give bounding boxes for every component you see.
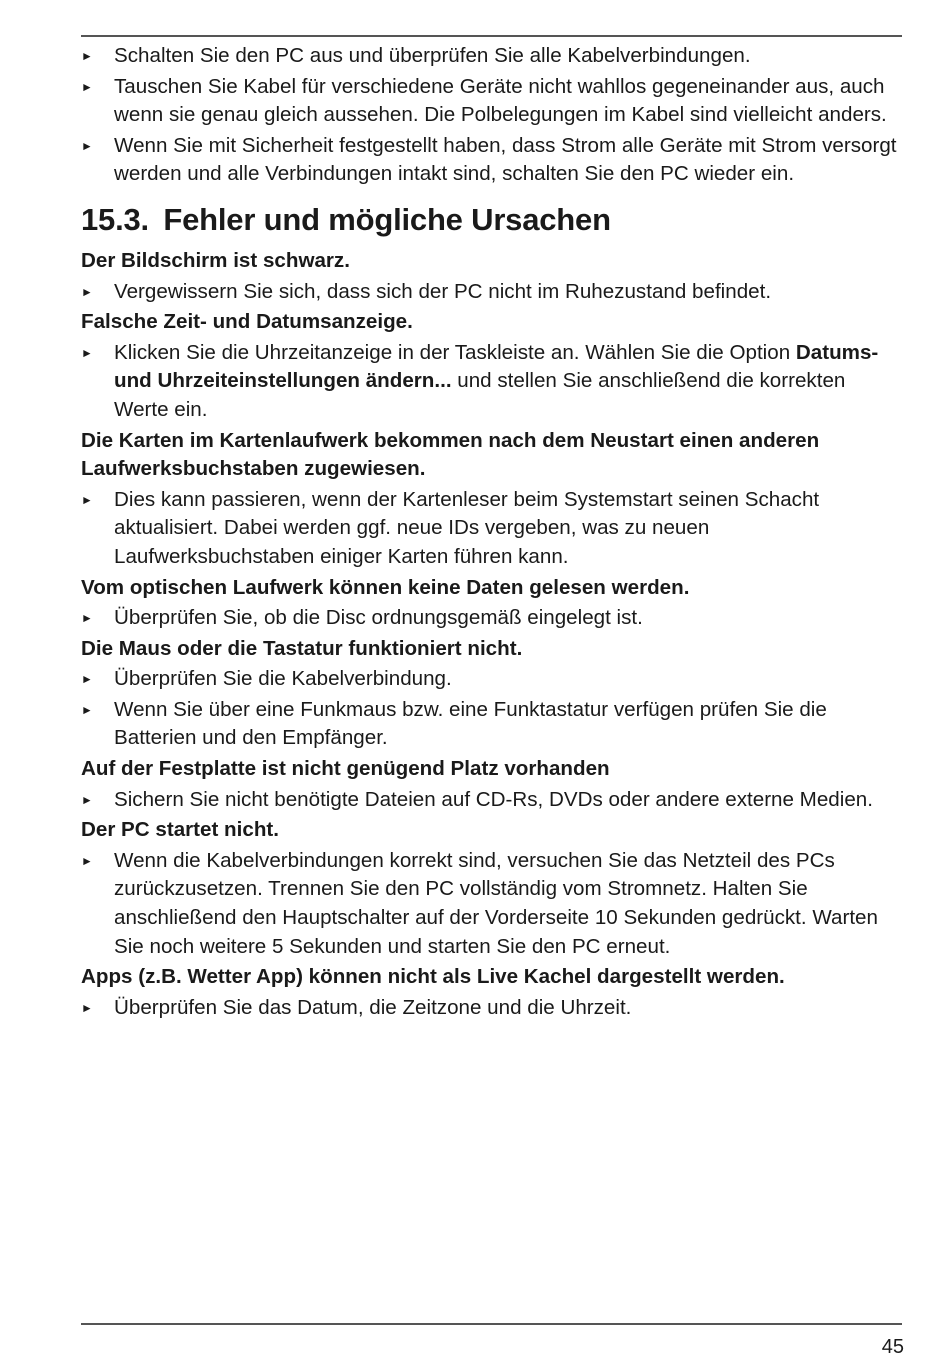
- list-item: [81, 486, 902, 572]
- section-number: 15.3.: [81, 201, 149, 237]
- list-item: [81, 665, 902, 694]
- arrow-bullet-icon: ►: [81, 702, 93, 717]
- bullet-text: Wenn Sie mit Sicherheit festgestellt haben, dass Strom alle Geräte mit Strom versorgt werden und alle Verbindungen intakt sind, schalten Sie den PC wieder ein.: [114, 133, 897, 186]
- page-content: [81, 42, 902, 1024]
- bullet-text: Überprüfen Sie die Kabelverbindung.: [114, 667, 452, 691]
- bullet-text: Vergewissern Sie sich, dass sich der PC nicht im Ruhezustand befindet.: [114, 279, 772, 303]
- issue-heading: Falsche Zeit- und Datumsanzeige.: [81, 310, 413, 334]
- bullet-text: Tauschen Sie Kabel für verschiedene Geräte nicht wahllos gegeneinander aus, auch wenn sie genau gleich aussehen. Die Polbelegungen im Kabel sind vielleicht anders.: [114, 74, 887, 127]
- list-item: [81, 42, 902, 71]
- option-name: Datums- und Uhrzeiteinstellungen ändern...: [114, 340, 879, 393]
- bullet-text-part: und stellen Sie anschließend die korrekten Werte ein.: [114, 369, 846, 421]
- issue-heading: Die Karten im Kartenlaufwerk bekommen nach dem Neustart einen anderen Laufwerksbuchstaben zugewiesen.: [81, 428, 820, 481]
- list-item: [81, 339, 902, 425]
- arrow-bullet-icon: ►: [81, 284, 93, 299]
- arrow-bullet-icon: ►: [81, 138, 93, 153]
- list-item: [81, 278, 902, 307]
- issue-heading: Vom optischen Laufwerk können keine Daten gelesen werden.: [81, 575, 690, 599]
- bullet-text: Dies kann passieren, wenn der Kartenleser beim Systemstart seinen Schacht aktualisiert. Dabei werden ggf. neue IDs vergeben, was zu neuen Laufwerksbuchstaben einiger Karten führen kann.: [114, 487, 820, 568]
- arrow-bullet-icon: ►: [81, 49, 93, 63]
- issue-heading: Apps (z.B. Wetter App) können nicht als Live Kachel dargestellt werden.: [81, 965, 785, 989]
- issue-heading: Der PC startet nicht.: [81, 818, 279, 842]
- bullet-text: Sichern Sie nicht benötigte Dateien auf CD-Rs, DVDs oder andere externe Medien.: [114, 787, 873, 811]
- bullet-text: Überprüfen Sie das Datum, die Zeitzone und die Uhrzeit.: [114, 995, 632, 1019]
- list-item: [81, 132, 902, 189]
- section-title: Fehler und mögliche Ursachen: [163, 201, 611, 237]
- arrow-bullet-icon: ►: [81, 672, 93, 687]
- list-item: [81, 847, 902, 961]
- list-item: [81, 696, 902, 753]
- issue-heading: Auf der Festplatte ist nicht genügend Platz vorhanden: [81, 757, 610, 781]
- bullet-text-part: Klicken Sie die Uhrzeitanzeige in der Taskleiste an. Wählen Sie die Option: [114, 340, 796, 364]
- arrow-bullet-icon: ►: [81, 853, 93, 868]
- arrow-bullet-icon: ►: [81, 345, 93, 360]
- list-item: [81, 994, 902, 1023]
- bullet-text: Schalten Sie den PC aus und überprüfen Sie alle Kabelverbindungen.: [114, 44, 751, 67]
- arrow-bullet-icon: ►: [81, 79, 93, 94]
- issue-heading: Die Maus oder die Tastatur funktioniert nicht.: [81, 636, 523, 660]
- top-rule: [81, 35, 902, 37]
- bullet-text: [114, 339, 902, 425]
- arrow-bullet-icon: ►: [81, 1000, 93, 1015]
- bullet-text: Wenn die Kabelverbindungen korrekt sind, versuchen Sie das Netzteil des PCs zurückzusetzen. Trennen Sie den PC vollständig vom Stromnetz. Halten Sie anschließend den Hauptschalter auf der Vorderseite 10 Sekunden gedrückt. Warten Sie noch weitere 5 Sekunden und starten Sie den PC erneut.: [114, 848, 878, 958]
- issue-heading: Der Bildschirm ist schwarz.: [81, 248, 350, 272]
- bottom-rule: [81, 1323, 902, 1325]
- page-number: 45: [881, 1336, 904, 1358]
- list-item: [81, 786, 902, 815]
- section-heading: [81, 201, 902, 239]
- arrow-bullet-icon: ►: [81, 611, 93, 626]
- list-item: [81, 604, 902, 633]
- arrow-bullet-icon: ►: [81, 792, 93, 807]
- bullet-text: Überprüfen Sie, ob die Disc ordnungsgemäß eingelegt ist.: [114, 606, 643, 630]
- bullet-text: Wenn Sie über eine Funkmaus bzw. eine Funktastatur verfügen prüfen Sie die Batterien und den Empfänger.: [114, 697, 827, 750]
- list-item: [81, 73, 902, 130]
- arrow-bullet-icon: ►: [81, 492, 93, 507]
